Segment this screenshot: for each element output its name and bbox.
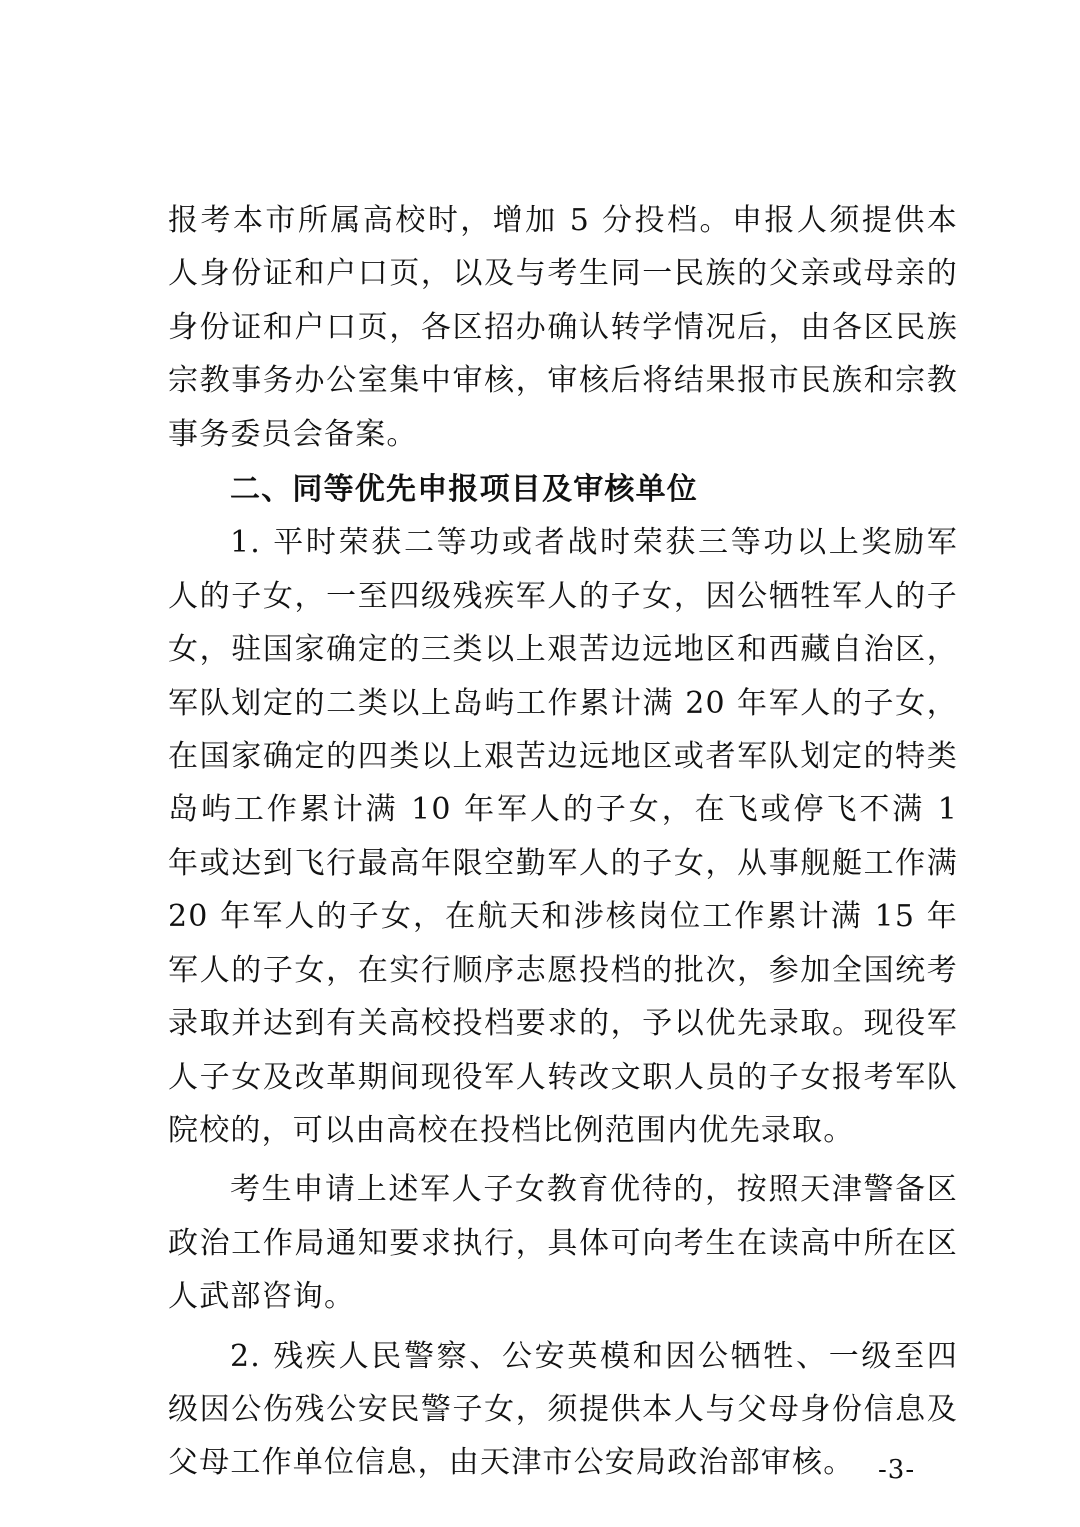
paragraph-item-1: 1. 平时荣获二等功或者战时荣获三等功以上奖励军人的子女，一至四级残疾军人的子女，因公牺牲军人的子女，驻国家确定的三类以上艰苦边远地区和西藏自治区，军队划定的二类以上岛屿工作累计满 20 年军人的子女，在国家确定的四类以上艰苦边远地区或者军队划定的特类岛屿工作累计满 10 年军人的子女，在飞或停飞不满 1 年或达到飞行最高年限空勤军人的子女，从事舰艇工作满 20 年军人的子女，在航天和涉核岗位工作累计满 15 年军人的子女，在实行顺序志愿投档的批次，参加全国统考录取并达到有关高校投档要求的，予以优先录取。现役军人子女及改革期间现役军人转改文职人员的子女报考军队院校的，可以由高校在投档比例范围内优先录取。	[168, 525, 958, 1148]
document-body	[168, 194, 958, 1490]
page-number: -3-	[878, 1455, 916, 1485]
section-heading: 二、同等优先申报项目及审核单位	[230, 472, 698, 508]
paragraph-military-note: 考生申请上述军人子女教育优待的，按照天津警备区政治工作局通知要求执行，具体可向考生在读高中所在区人武部咨询。	[168, 1172, 958, 1315]
paragraph-item-2: 2. 残疾人民警察、公安英模和因公牺牲、一级至四级因公伤残公安民警子女，须提供本人与父母身份信息及父母工作单位信息，由天津市公安局政治部审核。	[168, 1338, 958, 1481]
paragraph-continuation: 报考本市所属高校时，增加 5 分投档。申报人须提供本人身份证和户口页，以及与考生同一民族的父亲或母亲的身份证和户口页，各区招办确认转学情况后，由各区民族宗教事务办公室集中审核，审核后将结果报市民族和宗教事务委员会备案。	[168, 203, 958, 452]
